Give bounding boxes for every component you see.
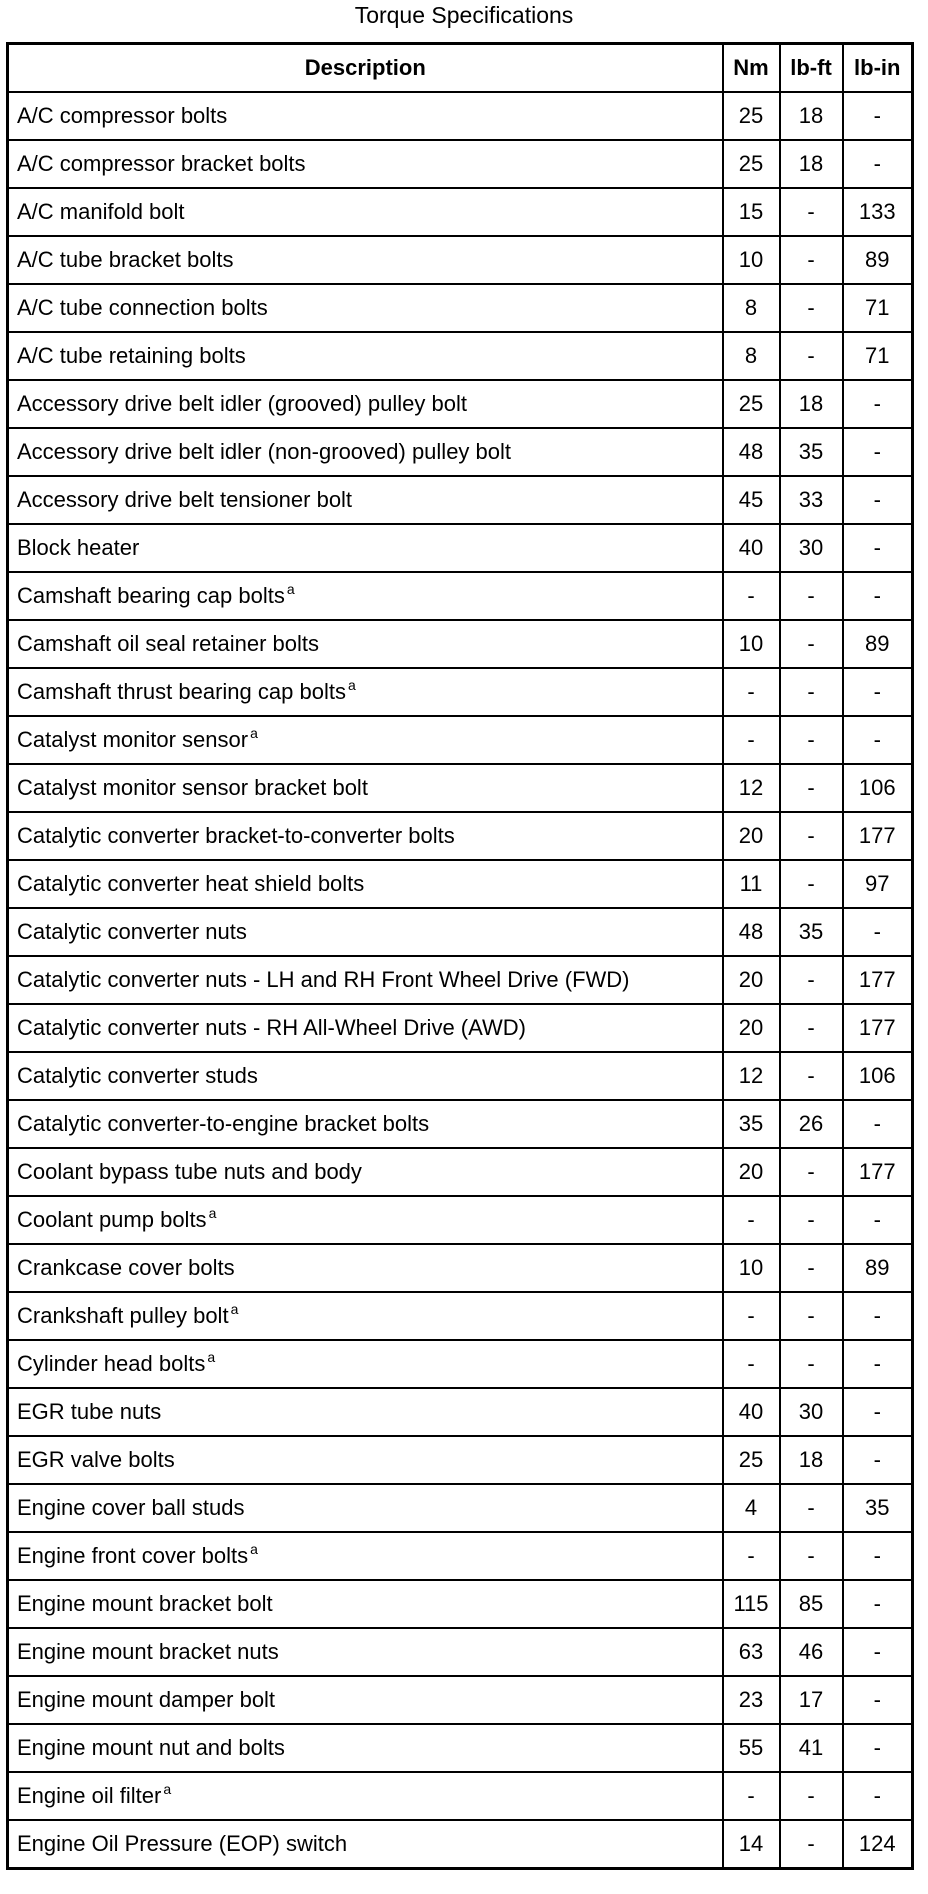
cell-nm: - — [723, 1772, 780, 1820]
cell-lbin: - — [843, 1724, 913, 1772]
cell-lbin: 177 — [843, 1148, 913, 1196]
cell-description — [8, 1148, 723, 1196]
cell-lbft: 17 — [780, 1676, 843, 1724]
table-row — [8, 236, 913, 284]
table-row — [8, 668, 913, 716]
description-text: Accessory drive belt tensioner bolt — [17, 487, 353, 512]
table-row — [8, 956, 913, 1004]
cell-lbin: - — [843, 524, 913, 572]
cell-lbin: - — [843, 1628, 913, 1676]
cell-description — [8, 1004, 723, 1052]
cell-lbft: - — [780, 1772, 843, 1820]
cell-lbft: - — [780, 1052, 843, 1100]
cell-lbin: - — [843, 1532, 913, 1580]
table-row — [8, 1244, 913, 1292]
table-row — [8, 1820, 913, 1869]
cell-description — [8, 1724, 723, 1772]
table-row — [8, 188, 913, 236]
cell-description — [8, 1484, 723, 1532]
table-row — [8, 92, 913, 140]
cell-description — [8, 1292, 723, 1340]
description-text: Accessory drive belt idler (non-grooved) pulley bolt — [17, 439, 512, 464]
table-row — [8, 1052, 913, 1100]
cell-description — [8, 860, 723, 908]
cell-lbin: - — [843, 1388, 913, 1436]
cell-lbft: - — [780, 1484, 843, 1532]
cell-lbin: 71 — [843, 332, 913, 380]
cell-nm: 14 — [723, 1820, 780, 1869]
cell-nm: 10 — [723, 236, 780, 284]
table-row — [8, 812, 913, 860]
description-text: A/C compressor bracket bolts — [17, 151, 306, 176]
cell-nm: 11 — [723, 860, 780, 908]
table-row — [8, 1532, 913, 1580]
cell-nm: - — [723, 716, 780, 764]
table-row — [8, 524, 913, 572]
description-text: Block heater — [17, 535, 140, 560]
cell-lbft: 46 — [780, 1628, 843, 1676]
cell-description — [8, 380, 723, 428]
cell-lbft: - — [780, 1532, 843, 1580]
table-row — [8, 140, 913, 188]
cell-nm: 55 — [723, 1724, 780, 1772]
cell-description — [8, 1628, 723, 1676]
table-row — [8, 476, 913, 524]
table-row — [8, 332, 913, 380]
description-text: Camshaft oil seal retainer bolts — [17, 631, 320, 656]
cell-lbin: - — [843, 140, 913, 188]
cell-nm: 40 — [723, 524, 780, 572]
cell-lbft: - — [780, 860, 843, 908]
table-row — [8, 1196, 913, 1244]
cell-description — [8, 620, 723, 668]
column-header-description: Description — [8, 44, 723, 93]
cell-lbin: - — [843, 1196, 913, 1244]
description-text: Engine mount damper bolt — [17, 1687, 276, 1712]
table-row — [8, 1388, 913, 1436]
cell-lbft: - — [780, 1004, 843, 1052]
description-text: Catalyst monitor sensor — [17, 727, 249, 752]
footnote-marker: a — [250, 1541, 258, 1557]
cell-description — [8, 92, 723, 140]
table-row — [8, 1724, 913, 1772]
description-text: Cylinder head bolts — [17, 1351, 206, 1376]
table-row — [8, 620, 913, 668]
cell-lbin: - — [843, 668, 913, 716]
table-row — [8, 428, 913, 476]
table-header-row — [8, 44, 913, 93]
cell-lbft: - — [780, 956, 843, 1004]
cell-lbin: 106 — [843, 764, 913, 812]
description-text: EGR tube nuts — [17, 1399, 162, 1424]
cell-lbin: - — [843, 1772, 913, 1820]
cell-description — [8, 572, 723, 620]
cell-nm: 25 — [723, 92, 780, 140]
cell-description — [8, 284, 723, 332]
cell-description — [8, 668, 723, 716]
description-text: Catalytic converter nuts - RH All-Wheel Drive (AWD) — [17, 1015, 526, 1040]
cell-lbft: - — [780, 332, 843, 380]
cell-nm: 25 — [723, 140, 780, 188]
table-row — [8, 1676, 913, 1724]
description-text: Camshaft bearing cap bolts — [17, 583, 285, 608]
cell-description — [8, 140, 723, 188]
cell-lbft: - — [780, 620, 843, 668]
description-text: Engine cover ball studs — [17, 1495, 245, 1520]
cell-lbin: - — [843, 476, 913, 524]
cell-lbft: - — [780, 1820, 843, 1869]
table-row — [8, 284, 913, 332]
description-text: Catalytic converter bracket-to-converter bolts — [17, 823, 455, 848]
cell-description — [8, 1244, 723, 1292]
footnote-marker: a — [208, 1205, 217, 1221]
cell-lbft: - — [780, 1292, 843, 1340]
cell-lbin: - — [843, 572, 913, 620]
description-text: Camshaft thrust bearing cap bolts — [17, 679, 346, 704]
footnote-marker: a — [230, 1301, 239, 1317]
cell-lbft: - — [780, 1196, 843, 1244]
footnote-marker: a — [207, 1349, 216, 1365]
cell-nm: - — [723, 1196, 780, 1244]
cell-description — [8, 812, 723, 860]
cell-nm: 15 — [723, 188, 780, 236]
table-row — [8, 716, 913, 764]
cell-description — [8, 716, 723, 764]
cell-nm: 10 — [723, 1244, 780, 1292]
cell-nm: 23 — [723, 1676, 780, 1724]
description-text: Accessory drive belt idler (grooved) pulley bolt — [17, 391, 467, 416]
cell-lbin: - — [843, 92, 913, 140]
table-row — [8, 1100, 913, 1148]
table-row — [8, 1772, 913, 1820]
cell-nm: 45 — [723, 476, 780, 524]
table-row — [8, 572, 913, 620]
description-text: Catalytic converter nuts — [17, 919, 247, 944]
table-body — [8, 92, 913, 1869]
table-row — [8, 1340, 913, 1388]
torque-spec-table — [6, 42, 914, 1870]
cell-nm: 12 — [723, 1052, 780, 1100]
cell-description — [8, 188, 723, 236]
cell-lbin: 177 — [843, 956, 913, 1004]
cell-description — [8, 1580, 723, 1628]
cell-lbin: 89 — [843, 1244, 913, 1292]
cell-nm: - — [723, 1532, 780, 1580]
description-text: Crankshaft pulley bolt — [17, 1303, 229, 1328]
cell-nm: 4 — [723, 1484, 780, 1532]
cell-lbin: 177 — [843, 812, 913, 860]
description-text: Engine mount bracket bolt — [17, 1591, 273, 1616]
cell-nm: 10 — [723, 620, 780, 668]
table-row — [8, 764, 913, 812]
cell-nm: 48 — [723, 908, 780, 956]
cell-lbin: - — [843, 1292, 913, 1340]
cell-lbft: 18 — [780, 380, 843, 428]
cell-lbft: - — [780, 668, 843, 716]
cell-nm: 40 — [723, 1388, 780, 1436]
description-text: Catalyst monitor sensor bracket bolt — [17, 775, 368, 800]
cell-nm: 20 — [723, 1148, 780, 1196]
cell-description — [8, 236, 723, 284]
cell-lbft: 33 — [780, 476, 843, 524]
cell-nm: 48 — [723, 428, 780, 476]
cell-nm: 35 — [723, 1100, 780, 1148]
cell-nm: 20 — [723, 956, 780, 1004]
table-row — [8, 380, 913, 428]
cell-lbin: - — [843, 380, 913, 428]
description-text: A/C manifold bolt — [17, 199, 185, 224]
cell-lbft: 18 — [780, 92, 843, 140]
column-header-nm: Nm — [723, 44, 780, 93]
cell-nm: - — [723, 668, 780, 716]
cell-lbin: - — [843, 1100, 913, 1148]
cell-description — [8, 764, 723, 812]
cell-nm: 63 — [723, 1628, 780, 1676]
description-text: EGR valve bolts — [17, 1447, 175, 1472]
footnote-marker: a — [347, 677, 356, 693]
description-text: Catalytic converter studs — [17, 1063, 258, 1088]
cell-description — [8, 1820, 723, 1869]
cell-lbft: 30 — [780, 524, 843, 572]
cell-description — [8, 332, 723, 380]
cell-lbin: 133 — [843, 188, 913, 236]
description-text: Catalytic converter-to-engine bracket bolts — [17, 1111, 430, 1136]
cell-description — [8, 1532, 723, 1580]
cell-lbft: 18 — [780, 1436, 843, 1484]
cell-lbft: - — [780, 716, 843, 764]
cell-lbin: 71 — [843, 284, 913, 332]
cell-lbft: - — [780, 188, 843, 236]
description-text: Coolant bypass tube nuts and body — [17, 1159, 362, 1184]
cell-lbft: - — [780, 236, 843, 284]
cell-lbin: - — [843, 428, 913, 476]
cell-nm: 20 — [723, 1004, 780, 1052]
footnote-marker: a — [250, 725, 258, 741]
cell-lbft: - — [780, 764, 843, 812]
cell-nm: 25 — [723, 1436, 780, 1484]
cell-lbft: 18 — [780, 140, 843, 188]
description-text: A/C tube connection bolts — [17, 295, 268, 320]
description-text: Engine oil filter — [17, 1783, 162, 1808]
table-row — [8, 1292, 913, 1340]
cell-description — [8, 1100, 723, 1148]
table-row — [8, 1628, 913, 1676]
cell-lbft: - — [780, 1244, 843, 1292]
cell-description — [8, 524, 723, 572]
description-text: A/C compressor bolts — [17, 103, 228, 128]
page-title: Torque Specifications — [354, 2, 574, 28]
cell-description — [8, 908, 723, 956]
footnote-marker: a — [163, 1781, 172, 1797]
description-text: A/C tube bracket bolts — [17, 247, 234, 272]
description-text: Crankcase cover bolts — [17, 1255, 235, 1280]
cell-lbin: 106 — [843, 1052, 913, 1100]
cell-lbft: - — [780, 812, 843, 860]
table-row — [8, 860, 913, 908]
cell-description — [8, 1052, 723, 1100]
cell-lbft: - — [780, 284, 843, 332]
cell-lbin: - — [843, 1676, 913, 1724]
cell-lbin: - — [843, 1436, 913, 1484]
cell-lbft: 35 — [780, 428, 843, 476]
cell-lbin: - — [843, 908, 913, 956]
description-text: A/C tube retaining bolts — [17, 343, 246, 368]
cell-nm: 12 — [723, 764, 780, 812]
table-row — [8, 1484, 913, 1532]
description-text: Engine front cover bolts — [17, 1543, 249, 1568]
column-header-lbft: lb-ft — [780, 44, 843, 93]
cell-lbin: 89 — [843, 236, 913, 284]
cell-lbft: 30 — [780, 1388, 843, 1436]
table-row — [8, 908, 913, 956]
description-text: Catalytic converter heat shield bolts — [17, 871, 365, 896]
cell-description — [8, 1196, 723, 1244]
table-row — [8, 1436, 913, 1484]
cell-nm: 8 — [723, 284, 780, 332]
description-text: Engine Oil Pressure (EOP) switch — [17, 1831, 348, 1856]
cell-lbft: 35 — [780, 908, 843, 956]
description-text: Engine mount bracket nuts — [17, 1639, 279, 1664]
cell-description — [8, 1388, 723, 1436]
cell-nm: 25 — [723, 380, 780, 428]
column-header-lbin: lb-in — [843, 44, 913, 93]
description-text: Engine mount nut and bolts — [17, 1735, 285, 1760]
cell-description — [8, 1436, 723, 1484]
cell-lbin: 89 — [843, 620, 913, 668]
cell-lbft: - — [780, 1148, 843, 1196]
description-text: Coolant pump bolts — [17, 1207, 207, 1232]
cell-nm: - — [723, 572, 780, 620]
cell-lbin: - — [843, 1340, 913, 1388]
cell-lbft: 41 — [780, 1724, 843, 1772]
cell-nm: 20 — [723, 812, 780, 860]
cell-description — [8, 956, 723, 1004]
cell-lbft: - — [780, 1340, 843, 1388]
cell-nm: - — [723, 1292, 780, 1340]
cell-description — [8, 1676, 723, 1724]
cell-description — [8, 1340, 723, 1388]
cell-lbft: 26 — [780, 1100, 843, 1148]
cell-lbin: 35 — [843, 1484, 913, 1532]
cell-lbin: 124 — [843, 1820, 913, 1869]
cell-nm: 115 — [723, 1580, 780, 1628]
cell-description — [8, 428, 723, 476]
cell-lbin: 177 — [843, 1004, 913, 1052]
table-row — [8, 1004, 913, 1052]
cell-lbft: 85 — [780, 1580, 843, 1628]
footnote-marker: a — [286, 581, 295, 597]
cell-description — [8, 476, 723, 524]
table-row — [8, 1148, 913, 1196]
cell-nm: 8 — [723, 332, 780, 380]
cell-nm: - — [723, 1340, 780, 1388]
cell-lbin: - — [843, 716, 913, 764]
cell-lbin: 97 — [843, 860, 913, 908]
cell-description — [8, 1772, 723, 1820]
cell-lbft: - — [780, 572, 843, 620]
table-row — [8, 1580, 913, 1628]
description-text: Catalytic converter nuts - LH and RH Front Wheel Drive (FWD) — [17, 967, 630, 992]
cell-lbin: - — [843, 1580, 913, 1628]
